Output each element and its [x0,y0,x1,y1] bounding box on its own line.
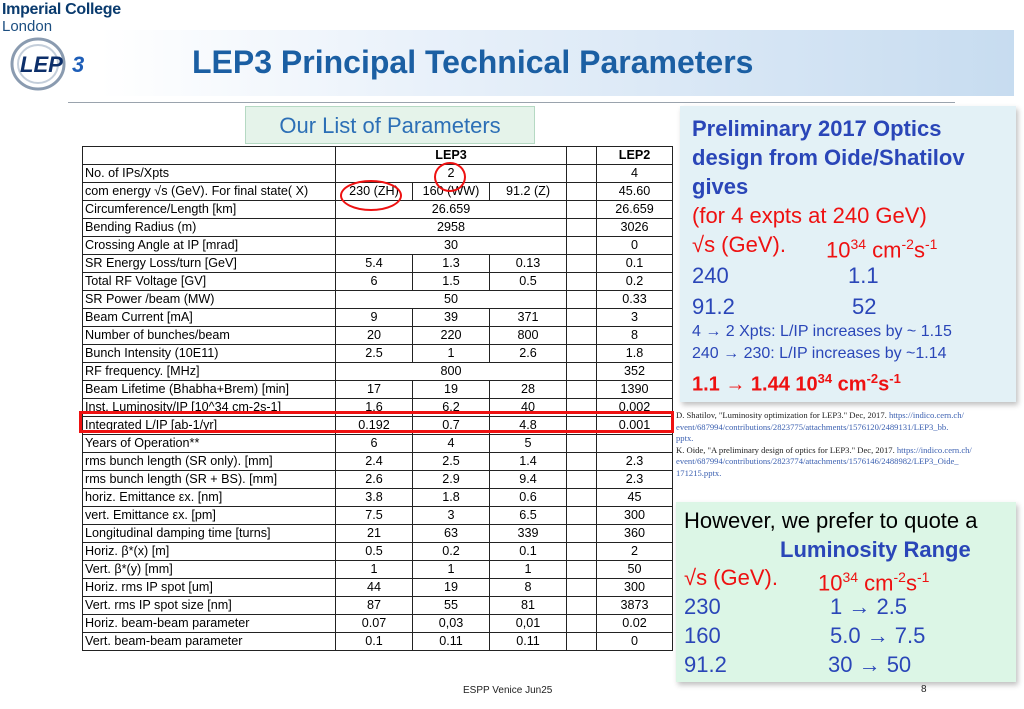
zh-energy-circle [340,180,402,211]
spacer-cell [567,435,597,453]
lep2-value: 4 [597,165,673,183]
lep3-z-value: 8 [490,579,567,597]
lep3-zh-value: 20 [336,327,413,345]
references [676,410,1022,479]
lep3-ww-value: 63 [413,525,490,543]
unit-base: 10 [826,237,851,263]
unit-exp3: -1 [924,236,938,252]
range-lumi-230: 1 → 2.5 [830,594,908,619]
parameter-label: SR Power /beam (MW) [83,291,336,309]
lep3-ww-value: 0.7 [413,417,490,435]
spacer-cell [567,561,597,579]
table-header-row [83,147,673,165]
luminosity-range-box [676,502,1016,682]
spacer-cell [567,597,597,615]
prelim-note-1: 4 → 2 Xpts: L/IP increases by ~ 1.15 [692,323,952,340]
result-value: 1.1 → 1.44 10 [692,373,818,396]
lep2-value: 0.33 [597,291,673,309]
lep2-value: 26.659 [597,201,673,219]
spacer-cell [567,453,597,471]
table-row [83,273,673,291]
lep3-ww-value: 0.11 [413,633,490,651]
lep3-z-value: 91.2 (Z) [490,183,567,201]
prelim-column-headers [692,230,1012,263]
range-intro: However, we prefer to quote a [684,508,978,533]
table-row [83,579,673,597]
parameter-label: Vert. rms IP spot size [nm] [83,597,336,615]
lep3-z-value: 0.11 [490,633,567,651]
lep3-zh-value: 44 [336,579,413,597]
table-row [83,327,673,345]
prelim-line-2: design from Oide/Shatilov [692,145,965,170]
prelim-note-2: 240 → 230: L/IP increases by ~1.14 [692,345,947,362]
header-blank [83,147,336,165]
lep2-value: 1.8 [597,345,673,363]
lep3-ww-value: 2.9 [413,471,490,489]
lep3-z-value: 0,01 [490,615,567,633]
spacer-cell [567,525,597,543]
table-row [83,219,673,237]
logo-text: LEP [20,52,63,77]
lep3-z-value: 6.5 [490,507,567,525]
lep3-ww-value: 6.2 [413,399,490,417]
parameter-label: Vert. beam-beam parameter [83,633,336,651]
lep3-z-value: 5 [490,435,567,453]
header-lep2: LEP2 [597,147,673,165]
lep3-z-value: 2.6 [490,345,567,363]
lep3-zh-value: 3.8 [336,489,413,507]
lep2-value: 0.2 [597,273,673,291]
range-unit-exp3: -1 [916,569,930,585]
lep2-value: 45.60 [597,183,673,201]
range-column-headers [684,563,1014,596]
lep3-zh-value: 6 [336,273,413,291]
unit-exp: 34 [850,236,867,252]
prelim-line-1: Preliminary 2017 Optics [692,116,942,141]
range-row-912 [684,650,1014,679]
spacer-cell [567,381,597,399]
reference-oide-text: K. Oide, "A preliminary design of optics for LEP3." Dec, 2017. [676,444,897,455]
lep3-z-value: 1.4 [490,453,567,471]
prelim-energy-912: 91.2 [692,294,735,319]
lep3-zh-value: 5.4 [336,255,413,273]
spacer-cell [567,165,597,183]
table-row [83,597,673,615]
parameter-label: Beam Current [mA] [83,309,336,327]
spacer-cell [567,579,597,597]
header-spacer [567,147,597,165]
lep3-zh-value: 1 [336,561,413,579]
lep2-value: 0.02 [597,615,673,633]
parameter-label: Horiz. rms IP spot [um] [83,579,336,597]
spacer-cell [567,237,597,255]
parameter-label: rms bunch length (SR + BS). [mm] [83,471,336,489]
result-exp3: -1 [889,371,901,386]
parameter-label: Number of bunches/beam [83,327,336,345]
parameter-label: Years of Operation** [83,435,336,453]
spacer-cell [567,633,597,651]
lep3-ww-value: 0,03 [413,615,490,633]
range-unit-cm: cm [858,570,894,596]
lep3-z-value: 0.13 [490,255,567,273]
lep3-value: 50 [336,291,567,309]
parameter-label: Circumference/Length [km] [83,201,336,219]
parameter-label: Vert. β*(y) [mm] [83,561,336,579]
table-row [83,453,673,471]
parameter-label: Inst. Luminosity/IP [10^34 cm-2s-1] [83,399,336,417]
table-row [83,615,673,633]
parameter-label: SR Energy Loss/turn [GeV] [83,255,336,273]
lep3-ww-value: 1.8 [413,489,490,507]
table-row [83,543,673,561]
lep3-zh-value: 0.192 [336,417,413,435]
college-city: London [2,18,53,35]
prelim-line-3: gives [692,174,749,199]
lep2-value: 50 [597,561,673,579]
lep2-value: 300 [597,507,673,525]
lep2-value: 3026 [597,219,673,237]
lep3-z-value: 28 [490,381,567,399]
lep3-value: 2958 [336,219,567,237]
lep3-ww-value: 160 (WW) [413,183,490,201]
table-row [83,561,673,579]
lep3-z-value: 800 [490,327,567,345]
lep3-z-value: 0.5 [490,273,567,291]
unit-cm: cm [866,237,902,263]
lep3-ww-value: 1.5 [413,273,490,291]
ip-count-circle [434,162,466,192]
table-row [83,255,673,273]
spacer-cell [567,507,597,525]
lep3-zh-value: 0.1 [336,633,413,651]
college-name: Imperial College [2,1,121,18]
lep3-zh-value: 0.07 [336,615,413,633]
range-unit-exp: 34 [842,569,859,585]
prelim-row-240 [692,261,1012,290]
parameter-label: rms bunch length (SR only). [mm] [83,453,336,471]
spacer-cell [567,273,597,291]
lep3-z-value: 0.6 [490,489,567,507]
lep2-value: 0.001 [597,417,673,435]
prelim-lumi-240: 1.1 [848,263,879,288]
spacer-cell [567,309,597,327]
range-lumi-912: 30 → 50 [828,652,912,677]
reference-shatilov [676,410,1022,445]
parameter-label: Longitudinal damping time [turns] [83,525,336,543]
result-s: s [878,373,890,396]
lep2-value: 300 [597,579,673,597]
lep3-logo [8,36,104,92]
spacer-cell [567,327,597,345]
result-unit: cm [832,373,867,396]
lep2-value: 352 [597,363,673,381]
range-unit-s: s [905,570,917,596]
lep2-value: 0.1 [597,255,673,273]
spacer-cell [567,201,597,219]
logo-number: 3 [72,52,85,77]
reference-oide-link[interactable]: https://indico.cern.ch/ [896,444,972,455]
reference-oide-link-2[interactable]: event/687994/contributions/2823774/attachments/1576146/2488982/LEP3_Oide_ [676,456,959,466]
lep3-zh-value: 17 [336,381,413,399]
range-col-energy: √s (GeV). [684,565,778,590]
lep2-value: 3 [597,309,673,327]
parameters-table [82,146,673,651]
parameter-label: Bunch Intensity (10E11) [83,345,336,363]
prelim-col-energy: √s (GeV). [692,232,786,257]
lep3-ww-value: 55 [413,597,490,615]
range-row-230 [684,592,1014,621]
lep3-z-value: 339 [490,525,567,543]
lep2-value: 3873 [597,597,673,615]
prelim-row-912 [692,292,1012,321]
range-heading: Luminosity Range [780,537,971,562]
lep3-ww-value: 19 [413,381,490,399]
lep3-zh-value: 230 (ZH) [336,183,413,201]
slide-title: LEP3 Principal Technical Parameters [192,44,754,80]
prelim-result [692,365,1012,399]
lep3-ww-value: 4 [413,435,490,453]
reference-oide-link-3[interactable]: 171215.pptx. [676,467,722,478]
prelim-col-luminosity [826,230,937,264]
list-of-parameters-label: Our List of Parameters [245,106,535,144]
lep3-zh-value: 9 [336,309,413,327]
spacer-cell [567,291,597,309]
page-number: 8 [921,684,927,695]
lep2-value: 2.3 [597,471,673,489]
header-lep3: LEP3 [336,147,567,165]
header-divider [68,102,955,103]
prelim-lumi-912: 52 [852,294,877,319]
parameter-label: horiz. Emittance εx. [nm] [83,489,336,507]
lep3-z-value: 40 [490,399,567,417]
table-row [83,435,673,453]
reference-shatilov-link[interactable]: https://indico.cern.ch/ [888,410,964,420]
result-exp2: -2 [866,371,879,386]
parameter-label: Bending Radius (m) [83,219,336,237]
footer-text: ESPP Venice Jun25 [463,685,553,696]
lep3-zh-value: 2.5 [336,345,413,363]
spacer-cell [567,345,597,363]
range-unit-exp2: -2 [893,569,906,585]
result-exp: 34 [817,371,833,386]
parameter-label: vert. Emittance εx. [pm] [83,507,336,525]
lep3-ww-value: 1.3 [413,255,490,273]
spacer-cell [567,255,597,273]
lep3-zh-value: 2.4 [336,453,413,471]
lep2-value: 2 [597,543,673,561]
parameter-label: Crossing Angle at IP [mrad] [83,237,336,255]
table-row [83,525,673,543]
lep3-ww-value: 220 [413,327,490,345]
spacer-cell [567,219,597,237]
spacer-cell [567,489,597,507]
lep3-zh-value: 87 [336,597,413,615]
lep2-value: 0.002 [597,399,673,417]
lep3-value: 30 [336,237,567,255]
table-row [83,309,673,327]
lep3-value: 800 [336,363,567,381]
lep2-value: 8 [597,327,673,345]
range-lumi-160: 5.0 → 7.5 [830,623,926,648]
lep3-ww-value: 3 [413,507,490,525]
parameter-label: Beam Lifetime (Bhabha+Brem) [min] [83,381,336,399]
parameter-label: Horiz. β*(x) [m] [83,543,336,561]
lep3-ww-value: 39 [413,309,490,327]
table-row [83,381,673,399]
lep3-z-value: 4.8 [490,417,567,435]
lep3-z-value: 1 [490,561,567,579]
lep2-value: 1390 [597,381,673,399]
lep2-value: 2.3 [597,453,673,471]
lep2-value: 0 [597,633,673,651]
luminosity-row-highlight [79,411,674,433]
prelim-energy-240: 240 [692,263,729,288]
lep3-logo-icon [8,36,104,92]
preliminary-optics-box [680,106,1016,402]
lep2-value: 0 [597,237,673,255]
table-row [83,363,673,381]
reference-oide [676,445,1022,480]
spacer-cell [567,543,597,561]
table-row [83,471,673,489]
lep3-zh-value: 1.6 [336,399,413,417]
unit-s: s [913,237,925,263]
parameter-label: RF frequency. [MHz] [83,363,336,381]
lep2-value [597,435,673,453]
lep3-zh-value: 2.6 [336,471,413,489]
lep3-zh-value: 6 [336,435,413,453]
reference-shatilov-text: D. Shatilov, "Luminosity optimization for LEP3." Dec, 2017. [676,410,889,420]
parameter-label: No. of IPs/Xpts [83,165,336,183]
unit-exp2: -2 [901,236,914,252]
parameter-label: com energy √s (GeV). For final state( X) [83,183,336,201]
table-row [83,291,673,309]
lep3-ww-value: 1 [413,345,490,363]
parameter-label: Horiz. beam-beam parameter [83,615,336,633]
lep3-z-value: 9.4 [490,471,567,489]
lep2-value: 45 [597,489,673,507]
lep3-zh-value: 7.5 [336,507,413,525]
lep3-z-value: 371 [490,309,567,327]
range-energy-160: 160 [684,623,721,648]
lep3-z-value: 0.1 [490,543,567,561]
reference-shatilov-link-3[interactable]: pptx. [676,433,694,443]
table-row [83,489,673,507]
lep3-ww-value: 19 [413,579,490,597]
spacer-cell [567,363,597,381]
spacer-cell [567,615,597,633]
lep3-z-value: 81 [490,597,567,615]
parameter-label: Integrated L/IP [ab-1/yr] [83,417,336,435]
table-row [83,507,673,525]
spacer-cell [567,471,597,489]
range-energy-230: 230 [684,594,721,619]
lep3-value: 26.659 [336,201,567,219]
range-energy-912: 91.2 [684,652,727,677]
lep3-ww-value: 0.2 [413,543,490,561]
table-row [83,633,673,651]
lep3-zh-value: 0.5 [336,543,413,561]
range-row-160 [684,621,1014,650]
lep3-ww-value: 1 [413,561,490,579]
lep2-value: 360 [597,525,673,543]
spacer-cell [567,183,597,201]
range-unit-base: 10 [818,570,843,596]
lep3-ww-value: 2.5 [413,453,490,471]
prelim-line-4: (for 4 expts at 240 GeV) [692,203,927,228]
table-row [83,237,673,255]
lep3-value: 2 [336,165,567,183]
reference-shatilov-link-2[interactable]: event/687994/contributions/2823775/attachments/1576120/2489131/LEP3_bb. [676,421,949,432]
lep3-zh-value: 21 [336,525,413,543]
parameter-label: Total RF Voltage [GV] [83,273,336,291]
table-row [83,345,673,363]
